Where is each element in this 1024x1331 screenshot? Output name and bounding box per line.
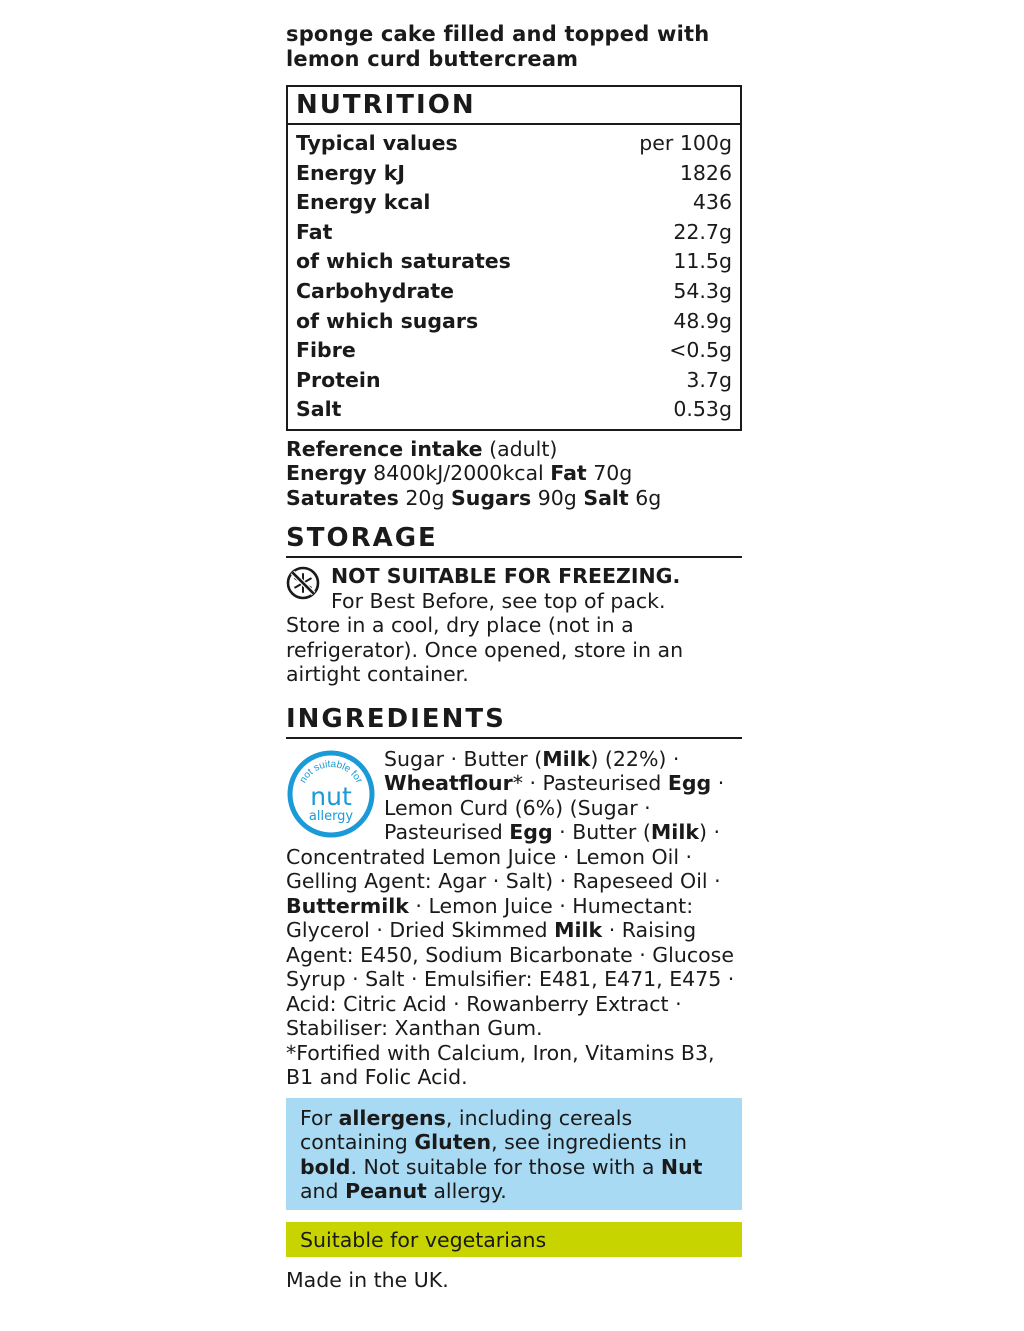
storage-heading: STORAGE (286, 522, 742, 558)
country-of-origin: Made in the UK. (286, 1267, 449, 1292)
nutrient-value: 436 (692, 190, 732, 215)
nutrition-row (296, 188, 732, 218)
nutrient-label: Energy kJ (296, 160, 406, 185)
nutrient-value: 48.9g (673, 308, 732, 333)
nutrient-value: 22.7g (673, 219, 732, 244)
badge-allergy-text: allergy (308, 808, 354, 824)
nutrient-label: of which sugars (296, 308, 479, 333)
nutrient-label: Salt (296, 397, 342, 422)
badge-nut-text: nut (310, 781, 352, 811)
bold-allergen-text: Egg (509, 820, 553, 845)
bold-allergen-text: Milk (650, 820, 699, 845)
bold-allergen-text: bold (300, 1154, 351, 1179)
nutrient-value: 54.3g (673, 278, 732, 303)
description-line-2: lemon curd buttercream (286, 47, 579, 71)
nutrition-row (296, 277, 732, 307)
ri-fat-label: Fat (550, 461, 587, 486)
bold-allergen-text: Peanut (345, 1179, 427, 1204)
ri-salt-value: 6g (628, 485, 662, 510)
nutrient-label: Carbohydrate (296, 278, 455, 303)
best-before-text: For Best Before, see top of pack. (331, 588, 666, 613)
nutrition-row (296, 366, 732, 396)
nutrition-row (296, 159, 732, 189)
no-freezing-warning (286, 564, 742, 589)
text-run: · Butter ( (552, 820, 651, 845)
nutrient-value: 3.7g (686, 367, 732, 392)
bold-allergen-text: Gluten (414, 1130, 492, 1155)
reference-intake-title: Reference intake (286, 436, 483, 461)
ri-energy-label: Energy (286, 461, 367, 486)
no-freezing-warning-text: NOT SUITABLE FOR FREEZING. (331, 564, 681, 589)
food-label (286, 22, 742, 1293)
nutrition-row (296, 395, 732, 425)
nutrient-label: Protein (296, 367, 381, 392)
storage-section (286, 564, 742, 687)
text-run: ) · Concentrated Lemon Juice · Lemon Oil · Gelling Agent: Agar · Salt) · Rapeseed Oil · (286, 820, 721, 894)
typical-values-label: Typical values (296, 131, 458, 155)
badge-top-text: not suitable for (297, 758, 365, 786)
ri-energy-value: 8400kJ/2000kcal (366, 461, 551, 486)
nutrient-value: 11.5g (673, 249, 732, 274)
ri-saturates-label: Saturates (286, 485, 399, 510)
nutrition-table (286, 85, 742, 431)
bold-allergen-text: Milk (542, 746, 591, 771)
text-run: , including cereals containing (300, 1105, 633, 1155)
bold-allergen-text: Milk (554, 918, 603, 943)
reference-intake-title-line (286, 437, 742, 462)
nutrient-value: 1826 (679, 160, 732, 185)
reference-intake-line-3 (286, 486, 742, 511)
nutrition-row (296, 307, 732, 337)
text-run: and (300, 1179, 346, 1204)
ingredients-heading: INGREDIENTS (286, 703, 742, 739)
nutrition-row (296, 218, 732, 248)
nutrient-label: Energy kcal (296, 190, 431, 215)
no-freezing-icon (286, 566, 320, 600)
text-run: . Not suitable for those with a (350, 1154, 661, 1179)
storage-instructions: Store in a cool, dry place (not in a refrigerator). Once opened, store in an airtight container. (286, 613, 684, 687)
ingredients-footnote: *Fortified with Calcium, Iron, Vitamins B3, B1 and Folic Acid. (286, 1040, 715, 1090)
bold-allergen-text: allergens (338, 1105, 446, 1130)
nutrition-heading: NUTRITION (288, 87, 740, 125)
text-run: * · Pasteurised (512, 771, 668, 796)
bold-allergen-text: Wheatflour (384, 771, 513, 796)
allergen-advice-box (286, 1098, 742, 1210)
ri-salt-label: Salt (583, 485, 629, 510)
reference-intake-qualifier: (adult) (482, 436, 558, 461)
nutrient-label: Fibre (296, 338, 356, 363)
nutrition-row (296, 336, 732, 366)
nutrient-label: of which saturates (296, 249, 511, 274)
nutrition-row (296, 247, 732, 277)
text-run: · Raising Agent: E450, Sodium Bicarbonate · Glucose Syrup · Salt · Emulsifier: E481, E471, E475 · Acid: Citric Acid · Rowanberry Extract · Stabiliser: Xanthan Gum. (286, 918, 735, 1041)
ri-fat-value: 70g (586, 461, 633, 486)
reference-intake-line-2 (286, 461, 742, 486)
nutrient-label: Fat (296, 219, 333, 244)
ri-saturates-value: 20g (398, 485, 451, 510)
text-run: · Lemon Curd (6%) (Sugar · Pasteurised (384, 771, 725, 845)
text-run: · Lemon Juice · Humectant: Glycerol · Dried Skimmed (286, 893, 694, 943)
text-run: Sugar · Butter ( (384, 746, 543, 771)
text-run: For (300, 1105, 339, 1130)
nutrition-rows (288, 125, 740, 429)
text-run: allergy. (426, 1179, 507, 1204)
product-description (286, 22, 742, 72)
vegetarian-banner: Suitable for vegetarians (286, 1222, 742, 1257)
bold-allergen-text: Buttermilk (286, 893, 409, 918)
ri-sugars-label: Sugars (450, 485, 532, 510)
text-run: , see ingredients in (491, 1130, 688, 1155)
bold-allergen-text: Nut (660, 1154, 703, 1179)
nutrient-value: <0.5g (669, 338, 732, 363)
text-run: ) (22%) · (590, 746, 680, 771)
reference-intake (286, 437, 742, 511)
ingredients-section (286, 747, 742, 1090)
nutrition-header-row (296, 129, 732, 159)
per-100g-label: per 100g (639, 131, 732, 155)
nutrient-value: 0.53g (673, 397, 732, 422)
description-line-1: sponge cake filled and topped with (286, 22, 710, 46)
ri-sugars-value: 90g (531, 485, 584, 510)
bold-allergen-text: Egg (667, 771, 712, 796)
nut-allergy-badge-icon (286, 749, 376, 839)
